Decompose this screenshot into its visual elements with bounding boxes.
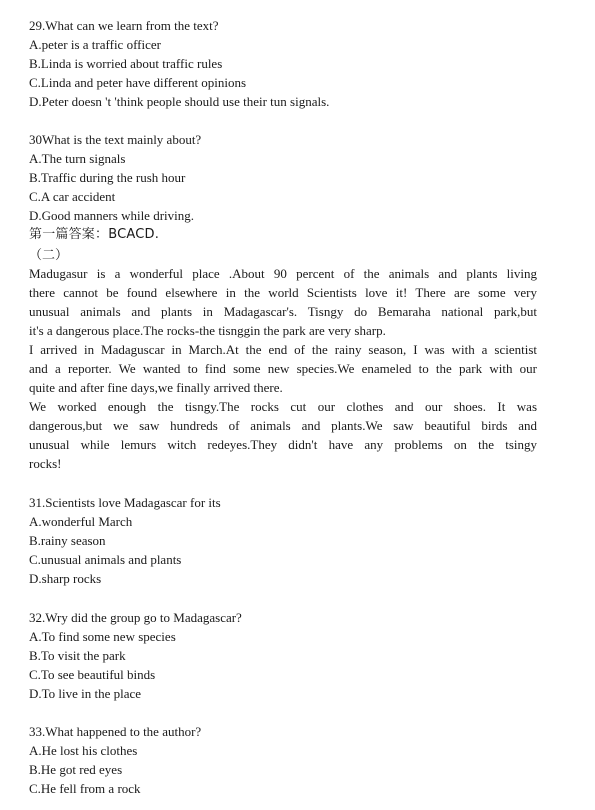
answer-key: 第一篇答案：BCACD. (29, 227, 160, 242)
option-a: A.He lost his clothes (29, 743, 138, 758)
option-b: B.Traffic during the rush hour (29, 170, 186, 185)
option-d: D.Good manners while driving. (29, 208, 195, 223)
passage-line: Madugasur is a wonderful place .About 90 percent of the animals and plants living (29, 266, 537, 281)
question-31 (29, 493, 549, 588)
option-d: D.To live in the place (29, 686, 142, 701)
passage (29, 264, 537, 473)
option-c: C.To see beautiful binds (29, 667, 156, 682)
passage-line: unusual while lemurs witch redeyes.They didn't have any problems on the tsingy (29, 437, 537, 452)
passage-line: unusual animals and plants in Madagascar's. Tisngy do Bemaraha national park,but (29, 304, 537, 319)
option-d: D.Peter doesn 't 'think people should use their tun signals. (29, 94, 330, 109)
question-text: 32.Wry did the group go to Madagascar? (29, 610, 242, 625)
question-32 (29, 608, 549, 703)
section-marker: （二） (29, 248, 69, 263)
question-text: 33.What happened to the author? (29, 724, 202, 739)
option-d: D.sharp rocks (29, 571, 102, 586)
option-b: B.He got red eyes (29, 762, 123, 777)
question-text: 29.What can we learn from the text? (29, 18, 219, 33)
question-30 (29, 130, 549, 244)
passage-line: I arrived in Madaguscar in March.At the end of the rainy season, I was with a scientist (29, 342, 537, 357)
passage-line: dangerous,but we saw hundreds of animals and plants.We saw beautiful birds and (29, 418, 537, 433)
question-text: 31.Scientists love Madagascar for its (29, 495, 221, 510)
passage-line: and a reporter. We wanted to find some new species.We enameled to the park with our (29, 361, 537, 376)
option-c: C.A car accident (29, 189, 116, 204)
option-a: A.peter is a traffic officer (29, 37, 161, 52)
passage-line: rocks! (29, 456, 62, 471)
question-text: 30What is the text mainly about? (29, 132, 202, 147)
option-b: B.To visit the park (29, 648, 126, 663)
passage-line: quite and after fine days,we finally arrived there. (29, 380, 283, 395)
option-a: A.To find some new species (29, 629, 176, 644)
option-c: C.Linda and peter have different opinions (29, 75, 247, 90)
option-a: A.wonderful March (29, 514, 133, 529)
passage-line: We worked enough the tisngy.The rocks cut our clothes and our shoes. It was (29, 399, 537, 414)
passage-line: there cannot be found elsewhere in the world Scientists love it! There are some very (29, 285, 537, 300)
question-33 (29, 722, 549, 798)
passage-line: it's a dangerous place.The rocks-the tisnggin the park are very sharp. (29, 323, 386, 338)
option-c: C.unusual animals and plants (29, 552, 182, 567)
option-a: A.The turn signals (29, 151, 126, 166)
question-29 (29, 16, 549, 111)
option-b: B.Linda is worried about traffic rules (29, 56, 223, 71)
option-c: C.He fell from a rock (29, 781, 141, 796)
option-b: B.rainy season (29, 533, 106, 548)
